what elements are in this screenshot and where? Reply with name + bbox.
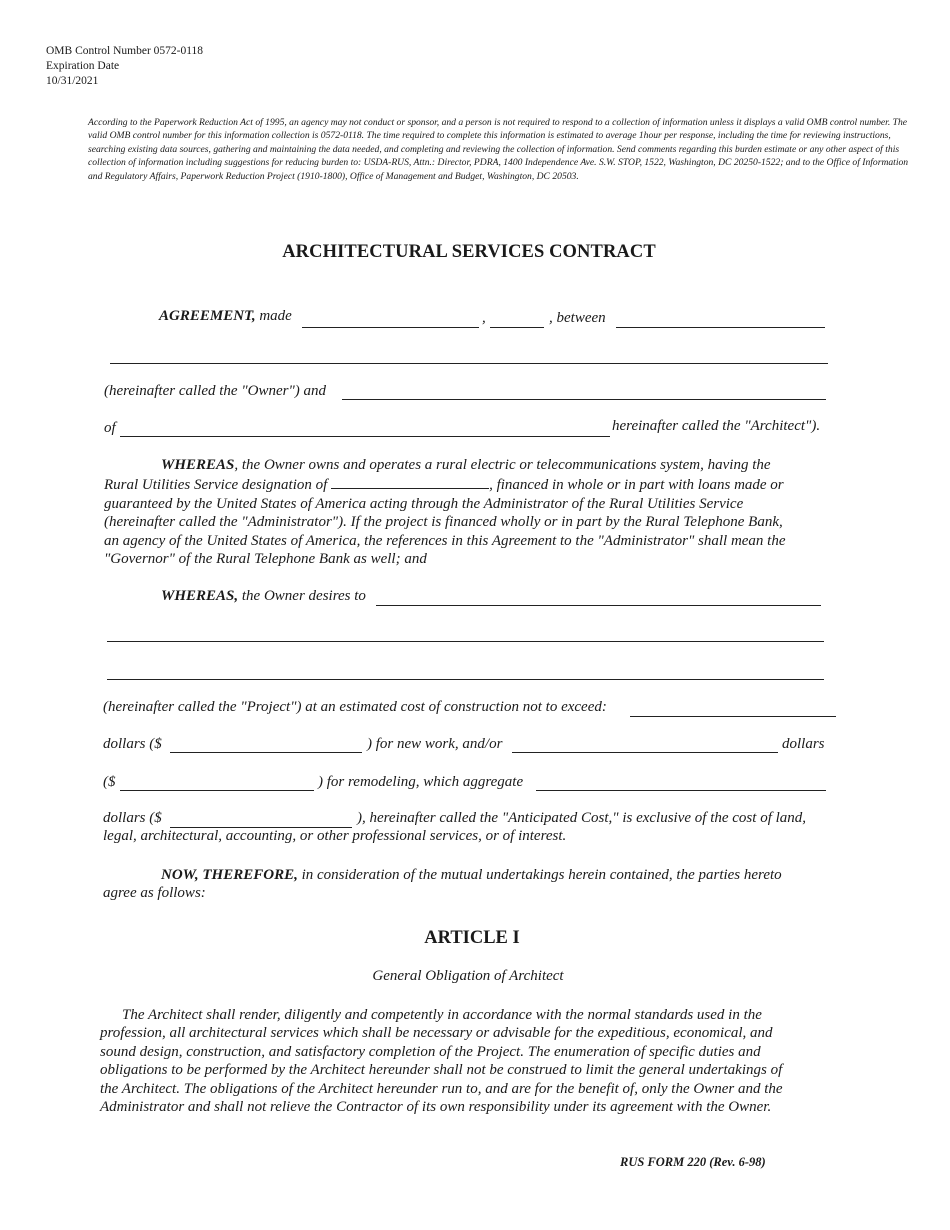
- omb-control-number: OMB Control Number 0572-0118: [46, 45, 204, 57]
- comma-text: ,: [482, 310, 486, 326]
- article-subheading: General Obligation of Architect: [372, 968, 564, 984]
- article-heading: ARTICLE I: [424, 928, 520, 948]
- expiration-label: Expiration Date: [46, 60, 120, 72]
- dollars-open-text-2: dollars ($: [103, 810, 162, 826]
- architect-address-field[interactable]: [120, 417, 610, 437]
- paperwork-reduction-notice: According to the Paperwork Reduction Act of 1995, an agency may not conduct or sponsor, and a person is not required to respond to a collection of information unless it displays a valid OMB control number. The valid OMB control number for this information collection is 0572-0118. The time required to complete this information is estimated to average 1hour per response, including the time for reviewing instructions, searching existing data sources, gathering and maintaining the data needed, and completing and reviewing the collection of information. Send comments regarding this burden estimate or any other aspect of this collection of information including suggestions for reducing burden to: USDA-RUS, Attn.: Director, PDRA, 1400 Independence Ave. S.W. STOP, 1522, Washington, DC 20250-1522; and to the Office of Information and Regulatory Affairs, Paperwork Reduction Project (1910-1800), Office of Management and Budget, Washington, DC 20503.: [88, 117, 909, 182]
- agreement-date-field[interactable]: [302, 308, 479, 328]
- now-therefore-paragraph: NOW, THEREFORE, in consideration of the mutual undertakings herein contained, the parties hereto agree as follows:: [103, 867, 782, 902]
- owner-name-field-line2[interactable]: [110, 344, 828, 364]
- agreement-lead: AGREEMENT, made: [159, 308, 292, 324]
- project-description-field[interactable]: [376, 586, 821, 606]
- omb-header: [46, 44, 203, 89]
- architect-label: hereinafter called the "Architect").: [612, 418, 821, 434]
- anticipated-cost-text-2: legal, architectural, accounting, or other professional services, or of interest.: [103, 828, 567, 844]
- owner-name-field[interactable]: [616, 308, 825, 328]
- rus-designation-field[interactable]: [331, 474, 489, 489]
- anticipated-cost-text: ), hereinafter called the "Anticipated Cost," is exclusive of the cost of land,: [357, 810, 807, 826]
- remodeling-text: ) for remodeling, which aggregate: [318, 774, 524, 790]
- new-work-text: ) for new work, and/or: [367, 736, 503, 752]
- remodeling-words-field[interactable]: [512, 733, 778, 753]
- aggregate-words-field[interactable]: [536, 771, 826, 791]
- aggregate-amount-field[interactable]: [170, 808, 352, 828]
- form-footer: RUS FORM 220 (Rev. 6-98): [620, 1155, 766, 1169]
- dollars-open-text: dollars ($: [103, 736, 162, 752]
- new-work-amount-field[interactable]: [170, 733, 362, 753]
- project-cost-label: (hereinafter called the "Project") at an estimated cost of construction not to exceed:: [103, 699, 607, 715]
- project-description-field-line3[interactable]: [107, 660, 824, 680]
- project-description-field-line2[interactable]: [107, 622, 824, 642]
- article-body: The Architect shall render, diligently and competently in accordance with the normal standards used in the profession, all architectural services which shall be necessary or advisable for the expeditious, economical, and sound design, construction, and satisfactory completion of the Project. The enumeration of specific duties and obligations to be performed by the Architect hereunder shall not be construed to limit the general undertakings of the Architect. The obligations of the Architect hereunder run to, and are for the benefit of, only the Owner and the Administrator and shall not relieve the Contractor of its own responsibility under its agreement with the Owner.: [100, 1007, 783, 1116]
- expiration-date: 10/31/2021: [46, 75, 99, 87]
- whereas-paragraph-2: WHEREAS, the Owner desires to: [161, 588, 366, 604]
- dollars-text: dollars: [782, 736, 825, 752]
- agreement-year-field[interactable]: [490, 308, 544, 328]
- paren-dollar-text: ($: [103, 774, 116, 790]
- whereas-paragraph-1: WHEREAS, the Owner owns and operates a rural electric or telecommunications system, having the Rural Utilities Service designation of , financed in whole or in part with loans made or guaranteed by the United States of America acting through the Administrator of the Rural Utilities Service (hereinafter called the "Administrator"). If the project is financed wholly or in part by the Rural Telephone Bank, an agency of the United States of America, the references in this Agreement to the "Administrator" shall mean the "Governor" of the Rural Telephone Bank as well; and: [104, 457, 786, 568]
- document-title: ARCHITECTURAL SERVICES CONTRACT: [282, 242, 656, 262]
- owner-label: (hereinafter called the "Owner") and: [104, 383, 326, 399]
- architect-name-field[interactable]: [342, 380, 826, 400]
- of-text: of: [104, 420, 116, 436]
- cost-words-field[interactable]: [630, 697, 836, 717]
- remodeling-amount-field[interactable]: [120, 771, 314, 791]
- between-text: , between: [549, 310, 606, 326]
